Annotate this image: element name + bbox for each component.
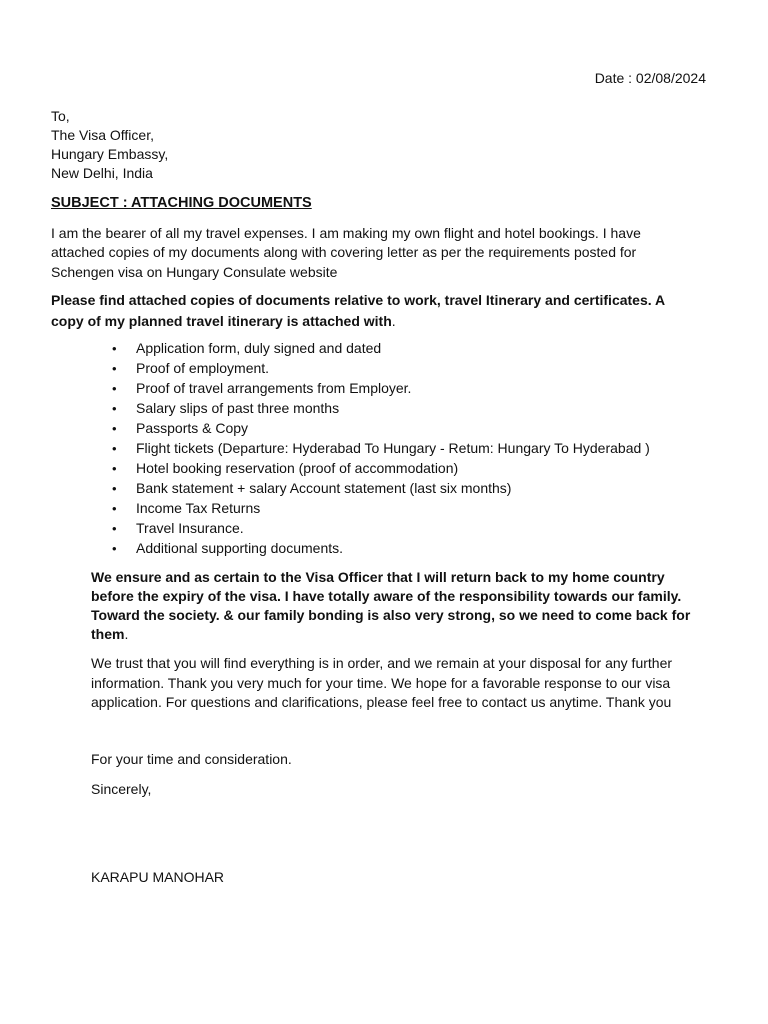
bullet-icon: • — [112, 480, 117, 496]
list-item-text: Passports & Copy — [136, 419, 249, 436]
bullet-icon: • — [112, 380, 117, 396]
list-item-text: Hotel booking reservation (proof of accommodation) — [136, 459, 459, 476]
list-item-text: Flight tickets (Departure: Hyderabad To Hungary - Retum: Hungary To Hyderabad ) — [136, 439, 650, 456]
documents-list — [112, 339, 650, 558]
address-line-2: Hungary Embassy, — [51, 146, 169, 162]
signature-name: KARAPU MANOHAR — [91, 869, 225, 885]
assurance-end: . — [124, 626, 129, 642]
list-item — [112, 479, 650, 499]
closing-line: Sincerely, — [91, 781, 152, 797]
bullet-icon: • — [112, 360, 117, 376]
assurance-text: We ensure and as certain to the Visa Officer that I will return back to my home country before the expiry of the visa. I have totally aware of the responsibility towards our family. Toward the society. & our family bonding is also very strong, so we need to come back for them — [91, 569, 691, 642]
list-item — [112, 499, 650, 519]
list-item-text: Additional supporting documents. — [136, 539, 344, 556]
documents-statement — [51, 290, 671, 331]
intro-paragraph: I am the bearer of all my travel expenses. I am making my own flight and hotel bookings. I have attached copies of my documents along with covering letter as per the requirements posted for Schengen visa on Hungary Consulate website — [51, 225, 641, 280]
documents-statement-text: Please find attached copies of documents relative to work, travel Itinerary and certificates. A copy of my planned travel itinerary is attached with — [51, 292, 665, 329]
bullet-icon: • — [112, 460, 117, 476]
list-item-text: Proof of employment. — [136, 359, 270, 376]
trust-paragraph: We trust that you will find everything is in order, and we remain at your disposal for any further information. Thank you very much for your time. We hope for a favorable response to our visa application. For questions and clarifications, please feel free to contact us anytime. Thank you — [91, 655, 673, 710]
bullet-icon: • — [112, 520, 117, 536]
letter-date: Date : 02/08/2024 — [594, 70, 706, 86]
list-item — [112, 439, 650, 459]
list-item-text: Application form, duly signed and dated — [136, 340, 382, 356]
subject-line: SUBJECT : ATTACHING DOCUMENTS — [51, 195, 312, 211]
list-item-text: Salary slips of past three months — [136, 399, 340, 416]
list-item — [112, 459, 650, 479]
list-item — [112, 539, 650, 559]
bullet-icon: • — [112, 341, 117, 356]
bullet-icon: • — [112, 420, 117, 436]
list-item — [112, 399, 650, 419]
list-item — [112, 519, 650, 539]
list-item-text: Travel Insurance. — [136, 519, 244, 536]
recipient-address — [51, 107, 168, 183]
bullet-icon: • — [112, 440, 117, 456]
list-item — [112, 359, 650, 379]
bullet-icon: • — [112, 400, 117, 416]
list-item-text: Proof of travel arrangements from Employer. — [136, 379, 412, 396]
list-item — [112, 339, 650, 359]
list-item — [112, 419, 650, 439]
list-item-text: Bank statement + salary Account statement (last six months) — [136, 479, 512, 496]
address-line-1: The Visa Officer, — [51, 127, 154, 143]
address-to: To, — [51, 108, 70, 124]
bullet-icon: • — [112, 500, 117, 516]
assurance-paragraph — [91, 568, 691, 644]
list-item — [112, 379, 650, 399]
documents-statement-end: . — [391, 312, 396, 329]
list-item-text: Income Tax Returns — [136, 499, 261, 516]
address-line-3: New Delhi, India — [51, 165, 153, 181]
thanks-line: For your time and consideration. — [91, 751, 292, 767]
bullet-icon: • — [112, 540, 117, 556]
